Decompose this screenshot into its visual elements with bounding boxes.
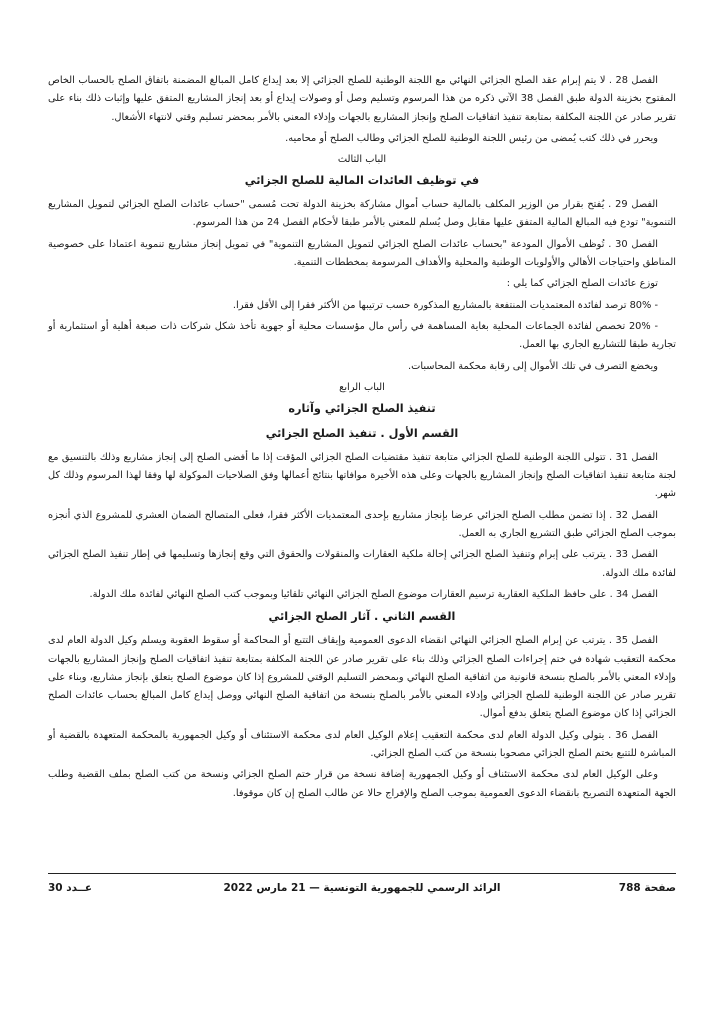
document-body bbox=[48, 72, 676, 806]
chapter-4-title: تنفيذ الصلح الجزائي وآثاره bbox=[288, 401, 436, 415]
article-30-paragraph: الفصل 30 . تُوظف الأموال المودعة "بحساب عائدات الصلح الجزائي لتمويل المشاريع التنموية" في تمويل إنجاز مشاريع تنموية اعتمادا على خصوصية المناطق واحتياجات الأهالي والأولويات الوطنية والمحلية والأهداف المرسومة بمخططات التنمية. bbox=[48, 238, 676, 269]
distribution-20-paragraph: - 20% تخصص لفائدة الجماعات المحلية بغاية المساهمة في رأس مال مؤسسات محلية أو جهوية تأخذ شكل شركات ذات صبغة أهلية أو استثمارية أو تجارية طبقا للتشاريع الجاري بها العمل. bbox=[48, 320, 676, 351]
article-32-paragraph: الفصل 32 . إذا تضمن مطلب الصلح الجزائي عرضا بإنجاز مشاريع بإحدى المعتمديات الأكثر فقرا، فعلى المتصالح الضمان العشري للمشروع الذي أنجزه بموجب الصلح الجزائي طبق التشريع الجاري به العمل. bbox=[48, 509, 676, 540]
audit-paragraph: ويخضع التصرف في تلك الأموال إلى رقابة محكمة المحاسبات. bbox=[408, 360, 658, 372]
chapter-4-label: الباب الرابع bbox=[339, 381, 385, 393]
article-33-paragraph: الفصل 33 . يترتب على إبرام وتنفيذ الصلح الجزائي إحالة ملكية العقارات والمنقولات والحقوق التي وقع إنجازها وتسليمها في إطار تنفيذ الصلح الجزائي لفائدة ملك الدولة. bbox=[48, 549, 676, 579]
article-36-continuation-paragraph: وعلى الوكيل العام لدى محكمة الاستئناف أو وكيل الجمهورية إضافة نسخة من قرار ختم الصلح الجزائي ونسخة من كتب الصلح بملف القضية وطلب الجهة المتعهدة التصريح بانقضاء الدعوى العمومية بموجب الصلح والإفراج حالا عن طالب الصلح إن كان موقوفا. bbox=[48, 769, 676, 799]
article-36-paragraph: الفصل 36 . يتولى وكيل الدولة العام لدى محكمة التعقيب إعلام الوكيل العام لدى محكمة الاستئناف أو وكيل الجمهورية بالمحكمة المتعهدة بالقضية أو المباشرة للتتبع بختم الصلح الجزائي مصحوبا بنسخة من كتب الصلح الجزائي. bbox=[48, 729, 676, 760]
section-2-title: القسم الثاني . آثار الصلح الجزائي bbox=[268, 610, 456, 624]
page-footer bbox=[48, 873, 676, 902]
distribution-intro-paragraph: توزع عائدات الصلح الجزائي كما يلي : bbox=[506, 278, 658, 290]
chapter-3-title: في توظيف العائدات المالية للصلح الجزائي bbox=[244, 174, 480, 188]
footer-issue-number: عــدد 30 bbox=[48, 882, 93, 894]
chapter-3-label: الباب الثالث bbox=[337, 154, 387, 166]
article-28-signature-paragraph: ويحرر في ذلك كتب يُمضى من رئيس اللجنة الوطنية للصلح الجزائي وطالب الصلح أو محاميه. bbox=[285, 132, 658, 144]
article-29-paragraph: الفصل 29 . يُفتح بقرار من الوزير المكلف بالمالية حساب أموال مشاركة بخزينة الدولة تحت مُسمى "حساب عائدات الصلح الجزائي لتمويل المشاريع التنموية" تودع فيه المبالغ المالية المتفق عليها مقابل وصل يُسلم للمعني بالأمر طبقا لأحكام الفصل 24 من هذا المرسوم. bbox=[48, 199, 676, 229]
section-1-title: القسم الأول . تنفيذ الصلح الجزائي bbox=[265, 426, 459, 440]
article-35-paragraph: الفصل 35 . يترتب عن إبرام الصلح الجزائي النهائي انقضاء الدعوى العمومية وإيقاف التتبع أو المحاكمة أو سقوط العقوبة ويسلم وكيل الدولة العام لدى محكمة التعقيب شهادة في ختم إجراءات الصلح الجزائي وذلك بناء على تقرير صادر عن اللجنة المكلفة بمتابعة تنفيذ اتفاقيات الصلح وإنجاز المشاريع بالجهات وإدلاء المعني بالأمر بالصلح بنسخة قانونية من اتفاقية الصلح النهائي وبمحضر التسليم الوقتي للمشروع إذا كان موضوع الصلح يتعلق بإنجاز مشاريع، وبناء على تقرير صادر عن اللجنة الوطنية للصلح الجزائي وإدلاء المعني بالأمر بالصلح بنسخة من اتفاقية الصلح النهائي ووصل إيداع كامل المبالغ بحساب عائدات الصلح الجزائي إذا كان موضوع الصلح يتعلق بدفع أموال. bbox=[48, 635, 676, 720]
distribution-80-paragraph: - 80% ترصد لفائدة المعتمديات المنتفعة بالمشاريع المذكورة حسب ترتيبها من الأكثر فقرا إلى الأقل فقرا. bbox=[232, 299, 658, 311]
footer-page-number: صفحة 788 bbox=[618, 882, 676, 894]
article-28-paragraph: الفصل 28 . لا يتم إبرام عقد الصلح الجزائي النهائي مع اللجنة الوطنية للصلح الجزائي إلا بعد إيداع كامل المبالغ المضمنة باتفاق الصلح بالحساب الخاص المفتوح بخزينة الدولة طبق الفصل 38 الآتي ذكره من هذا المرسوم وتسليم وصل أو وصولات إيداع أو بعد إنجاز المشاريع المتفق عليها وإثبات ذلك بناء على تقرير صادر عن اللجنة المكلفة بمتابعة تنفيذ اتفاقيات الصلح وإنجاز المشاريع بالجهات وإدلاء المعني بالأمر بمحضر تسليم وقتي لانتهاء الأشغال. bbox=[48, 75, 676, 123]
footer-journal-title: الرائد الرسمي للجمهورية التونسية — 21 مارس 2022 bbox=[223, 882, 501, 894]
article-31-paragraph: الفصل 31 . تتولى اللجنة الوطنية للصلح الجزائي متابعة تنفيذ مقتضيات الصلح الجزائي المؤقت إذا ما أفضى الصلح إلى إنجاز مشاريع وذلك بالتنسيق مع لجنة متابعة تنفيذ اتفاقيات الصلح وإنجاز المشاريع بالجهات وعلى هذه الأخيرة موافاتها بنتائج أعمالها وفق الصلاحيات الموكولة لها وفقا لهذا المرسوم وذلك كل شهر. bbox=[48, 451, 676, 500]
article-34-paragraph: الفصل 34 . على حافظ الملكية العقارية ترسيم العقارات موضوع الصلح الجزائي النهائي تلقائيا وبموجب كتب الصلح النهائي لفائدة ملك الدولة. bbox=[89, 588, 658, 600]
